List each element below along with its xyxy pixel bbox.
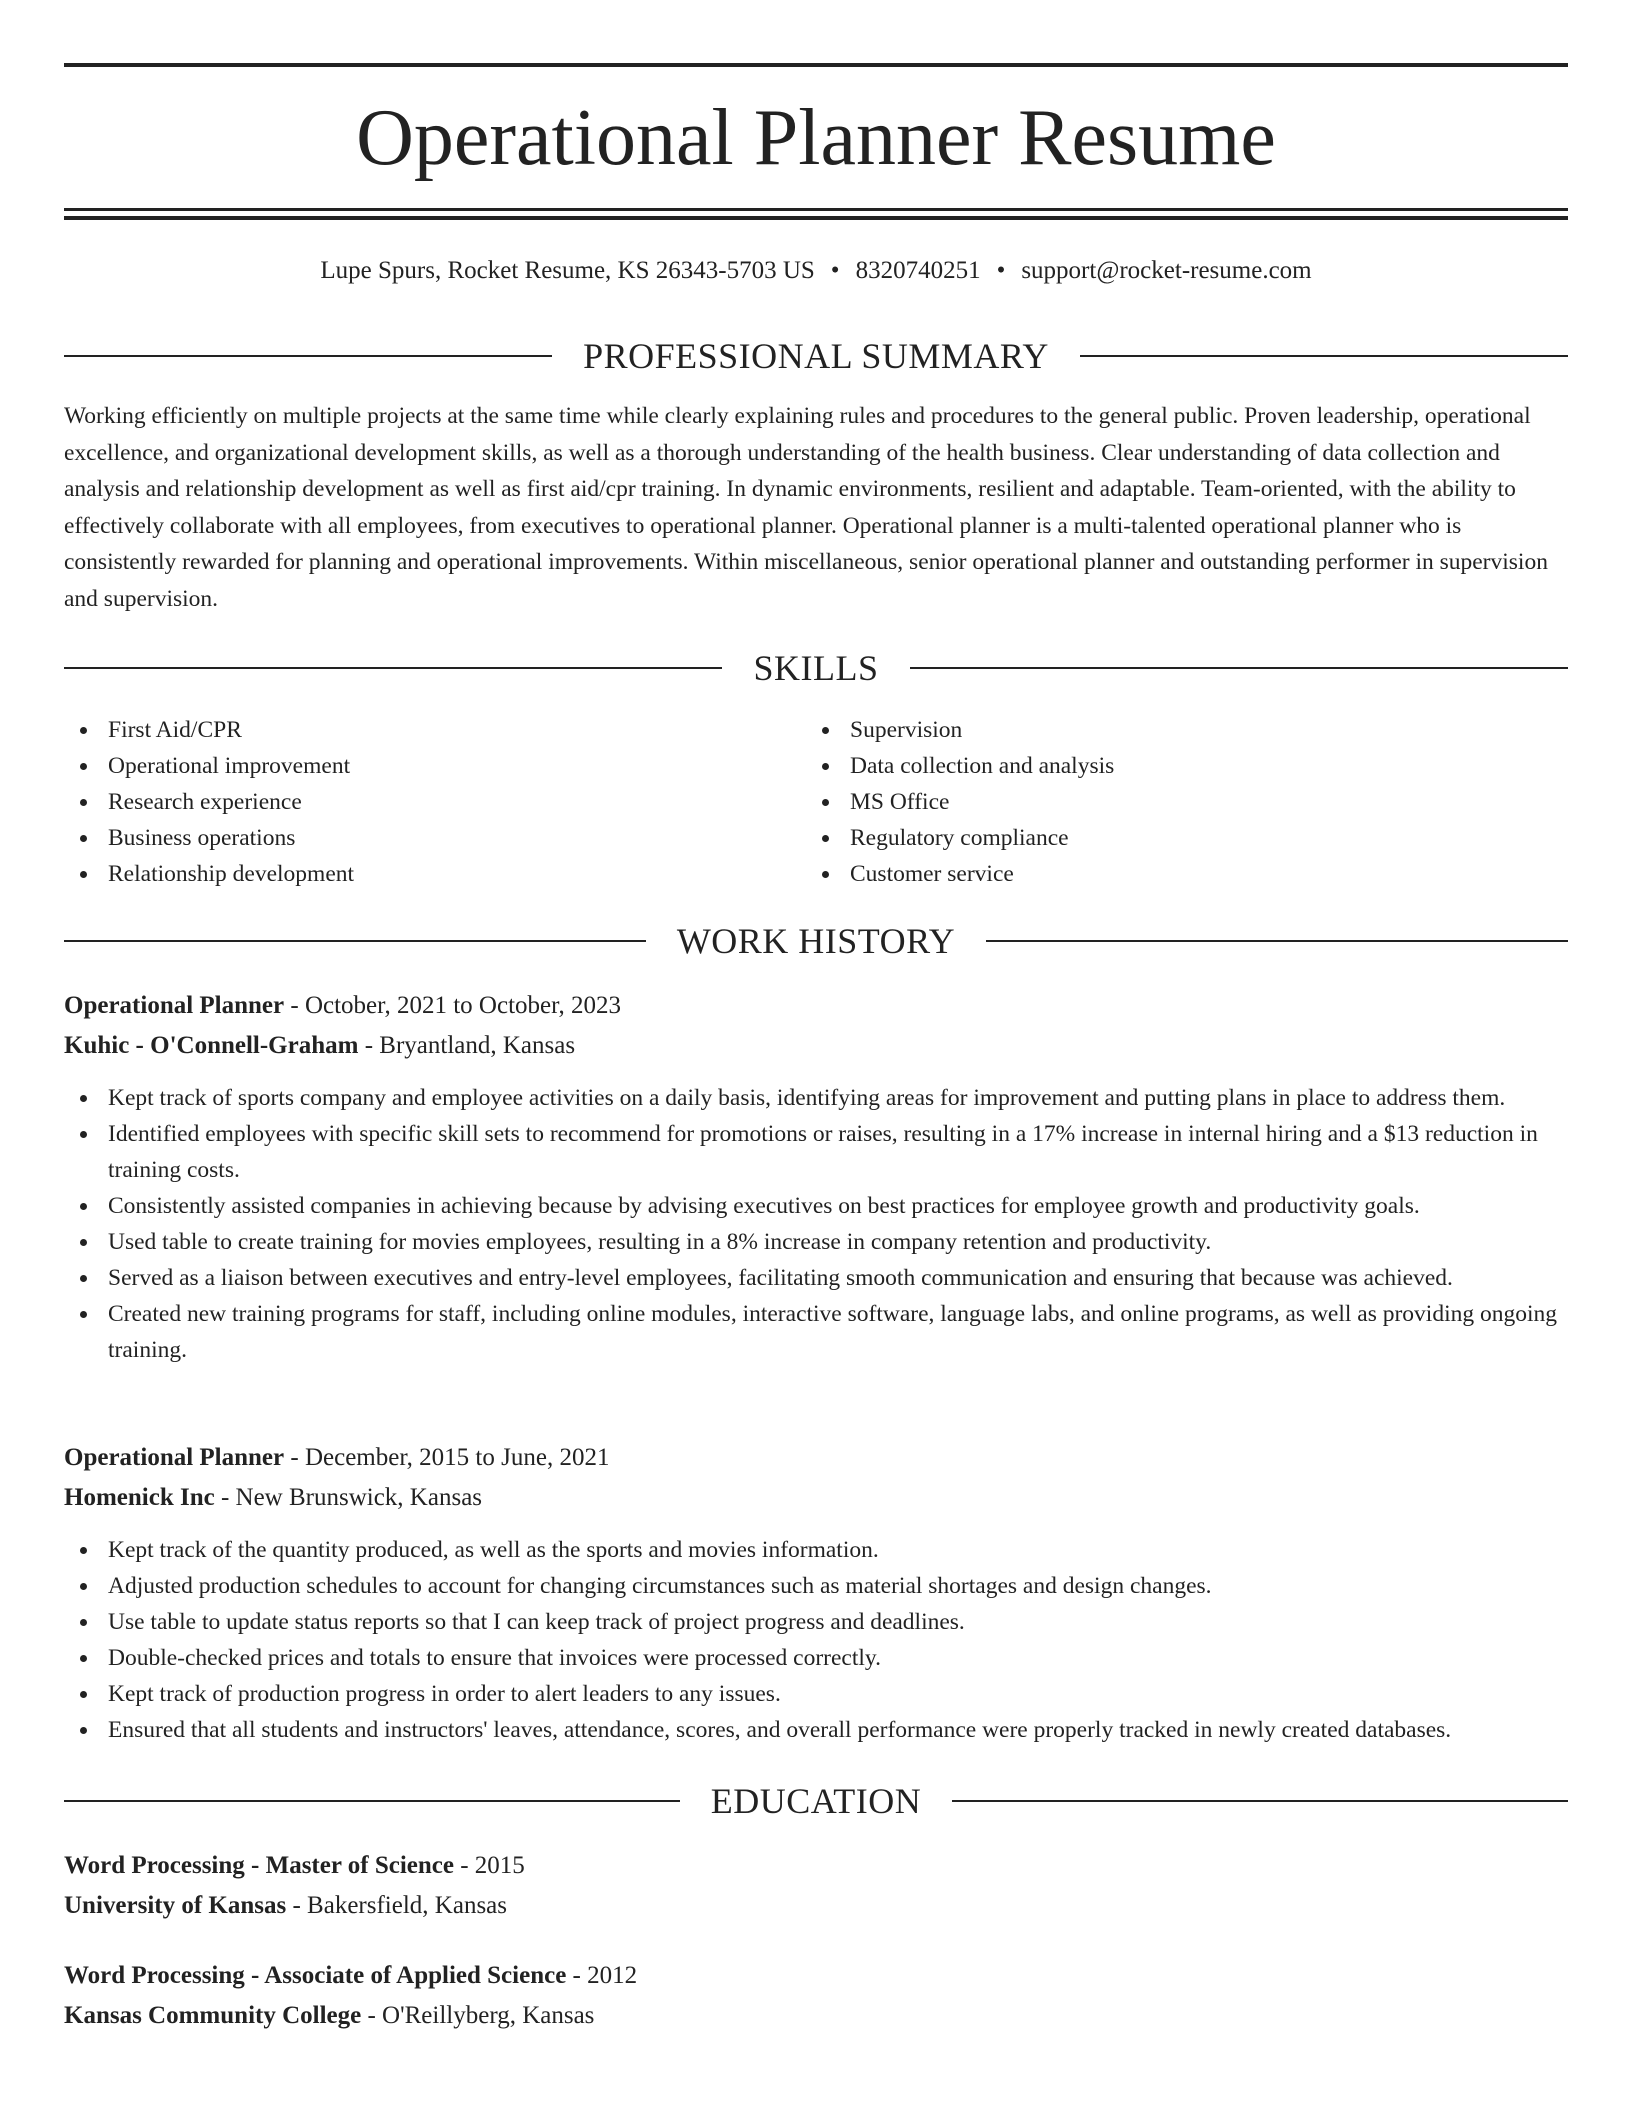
skill-item: Supervision <box>806 712 1506 748</box>
section-title: SKILLS <box>753 648 879 688</box>
job-company: Kuhic - O'Connell-Graham <box>64 1032 359 1059</box>
skill-item: Research experience <box>64 784 764 820</box>
education-school-line <box>64 1999 1568 2033</box>
education-school: Kansas Community College <box>64 2002 362 2029</box>
resume-title: Operational Planner Resume <box>356 94 1276 182</box>
contact-line <box>64 254 1568 288</box>
education-degree-line <box>64 1959 1568 1993</box>
job-bullet: Consistently assisted companies in achieving because by advising executives on best practices for employee growth and productivity goals. <box>64 1188 1568 1224</box>
education-location: - Bakersfield, Kansas <box>286 1892 507 1919</box>
section-header-skills <box>64 648 1568 688</box>
job-bullet: Use table to update status reports so that I can keep track of project progress and deadlines. <box>64 1604 1568 1640</box>
section-title: EDUCATION <box>710 1781 922 1821</box>
job-bullet: Kept track of sports company and employee activities on a daily basis, identifying areas for improvement and putting plans in place to address them. <box>64 1080 1568 1116</box>
job-bullet: Kept track of production progress in order to alert leaders to any issues. <box>64 1676 1568 1712</box>
summary-text: Working efficiently on multiple projects at the same time while clearly explaining rules and procedures to the general public. Proven leadership, operational excellence, and organizational development skills, as well as a thorough understanding of the health business. Clear understanding of data collection and analysis and relationship development as well as first aid/cpr training. In dynamic environments, resilient and adaptable. Team-oriented, with the ability to effectively collaborate with all employees, from executives to operational planner. Operational planner is a multi-talented operational planner who is consistently rewarded for planning and operational improvements. Within miscellaneous, senior operational planner and outstanding performer in supervision and supervision. <box>64 403 1548 612</box>
job-bullet: Identified employees with specific skill sets to recommend for promotions or raises, resulting in a 17% increase in internal hiring and a $13 reduction in training costs. <box>64 1116 1568 1188</box>
contact-address: Lupe Spurs, Rocket Resume, KS 26343-5703 US <box>320 257 815 284</box>
job-location: - New Brunswick, Kansas <box>214 1484 483 1511</box>
job-bullet: Used table to create training for movies employees, resulting in a 8% increase in company retention and productivity. <box>64 1224 1568 1260</box>
skills-list-left <box>64 712 764 892</box>
header-bottom-rule <box>64 208 1568 211</box>
job-bullet: Double-checked prices and totals to ensure that invoices were processed correctly. <box>64 1640 1568 1676</box>
education-degree-line <box>64 1849 1568 1883</box>
job-title: Operational Planner <box>64 992 285 1019</box>
job-company-line <box>64 1029 1568 1063</box>
job-bullet: Served as a liaison between executives and entry-level employees, facilitating smooth communication and ensuring that because was achieved. <box>64 1260 1568 1296</box>
job-bullets <box>64 1532 1568 1748</box>
bullet-separator: • <box>830 257 840 284</box>
job-company-line <box>64 1481 1568 1515</box>
header-bottom-rule-2 <box>64 216 1568 220</box>
job-bullets <box>64 1080 1568 1368</box>
job-title: Operational Planner <box>64 1444 285 1471</box>
job-bullet: Adjusted production schedules to account for changing circumstances such as material shortages and design changes. <box>64 1568 1568 1604</box>
job-location: - Bryantland, Kansas <box>358 1032 576 1059</box>
section-header-summary <box>64 336 1568 376</box>
education-year: - 2012 <box>566 1962 638 1989</box>
skill-item: Customer service <box>806 856 1506 892</box>
skills-list-right <box>806 712 1506 892</box>
education-degree: Word Processing - Associate of Applied Science <box>64 1962 567 1989</box>
skill-item: Relationship development <box>64 856 764 892</box>
bullet-separator: • <box>996 257 1006 284</box>
skill-item: Operational improvement <box>64 748 764 784</box>
header-top-rule <box>64 63 1568 67</box>
education-degree: Word Processing - Master of Science <box>64 1852 454 1879</box>
skill-item: Regulatory compliance <box>806 820 1506 856</box>
job-title-line <box>64 989 1568 1023</box>
education-school-line <box>64 1889 1568 1923</box>
section-title: PROFESSIONAL SUMMARY <box>583 336 1049 376</box>
section-title: WORK HISTORY <box>676 921 956 961</box>
job-bullet: Created new training programs for staff, including online modules, interactive software, language labs, and online programs, as well as providing ongoing training. <box>64 1296 1568 1368</box>
skill-item: MS Office <box>806 784 1506 820</box>
skill-item: Business operations <box>64 820 764 856</box>
job-company: Homenick Inc <box>64 1484 215 1511</box>
skill-item: First Aid/CPR <box>64 712 764 748</box>
job-title-line <box>64 1441 1568 1475</box>
job-dates: - October, 2021 to October, 2023 <box>284 992 621 1019</box>
section-header-work <box>64 921 1568 961</box>
job-dates: - December, 2015 to June, 2021 <box>284 1444 610 1471</box>
contact-email[interactable]: support@rocket-resume.com <box>1021 257 1312 284</box>
education-location: - O'Reillyberg, Kansas <box>361 2002 595 2029</box>
job-bullet: Ensured that all students and instructors' leaves, attendance, scores, and overall performance were properly tracked in newly created databases. <box>64 1712 1568 1748</box>
education-year: - 2015 <box>453 1852 525 1879</box>
contact-phone: 8320740251 <box>855 257 981 284</box>
education-school: University of Kansas <box>64 1892 287 1919</box>
job-bullet: Kept track of the quantity produced, as well as the sports and movies information. <box>64 1532 1568 1568</box>
skill-item: Data collection and analysis <box>806 748 1506 784</box>
section-header-education <box>64 1781 1568 1821</box>
